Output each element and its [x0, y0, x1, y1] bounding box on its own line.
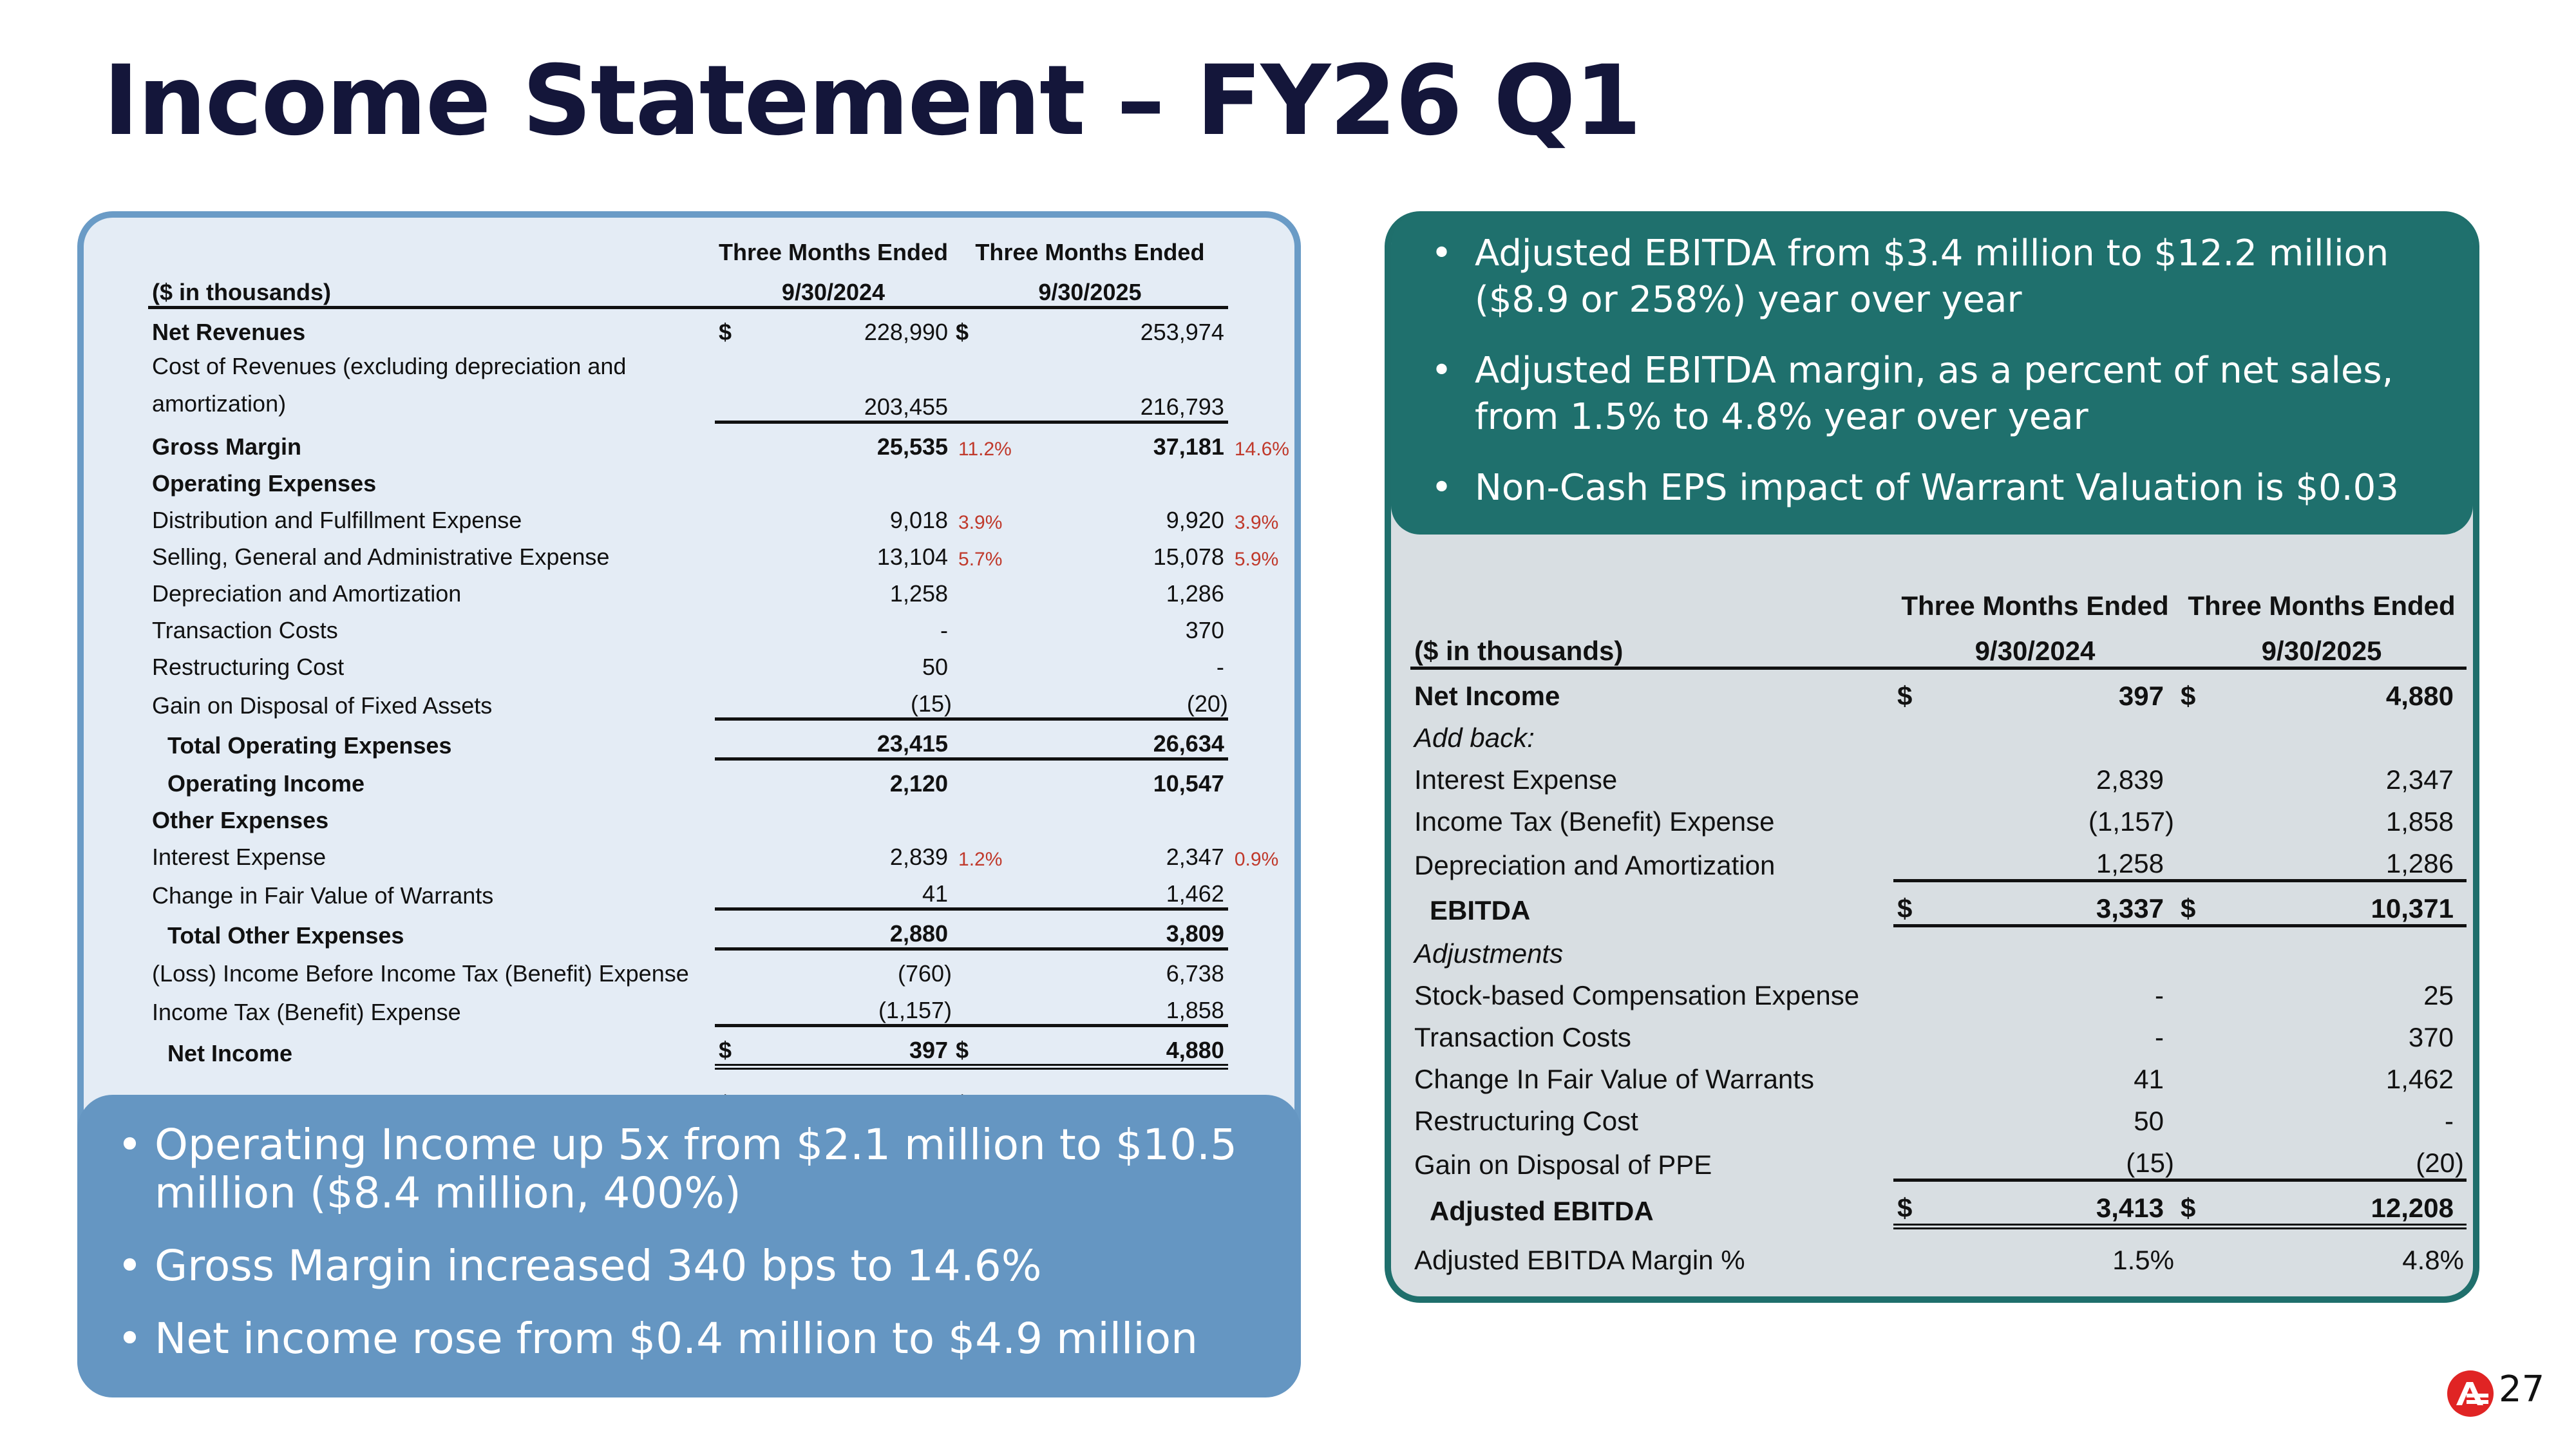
margin-pct: 5.7% [958, 549, 1003, 570]
table-row: Operating Income 2,120 10,547 [167, 770, 1224, 797]
table-row: Distribution and Fulfillment Expense 9,018 3.9% 9,920 3.9% [148, 497, 1312, 534]
page-number: 27 [2499, 1368, 2545, 1410]
table-row: Depreciation and Amortization 1,258 1,286 [1410, 837, 2467, 881]
ebitda-reconciliation-table [1410, 576, 2467, 1276]
table-row: Interest Expense 2,839 2,347 [1414, 764, 2454, 795]
page-title: Income Statement – FY26 Q1 [103, 45, 1641, 157]
units-label: ($ in thousands) [148, 266, 715, 308]
margin-pct: 3.9% [958, 512, 1003, 533]
highlight-bullet: • Operating Income up 5x from $2.1 million to $10.5 million ($8.4 million, 400%) [103, 1121, 1275, 1217]
table-row: Other Expenses [152, 807, 329, 833]
table-row: Gross Margin 25,535 11.2% 37,181 14.6% [148, 422, 1312, 461]
margin-pct: 0.9% [1234, 849, 1279, 870]
table-row: Change In Fair Value of Warrants 41 1,462 [1414, 1064, 2454, 1094]
table-row: Depreciation and Amortization 1,258 1,286 [152, 580, 1224, 607]
table-row: Adjusted EBITDA $ 3,413 $ 12,208 [1410, 1180, 2467, 1227]
table-row: Add back: [1414, 723, 1535, 753]
table-header-row [1410, 576, 2467, 621]
table-row: Net Revenues $ 228,990 $ 253,974 [152, 319, 1224, 345]
table-row: Restructuring Cost 50 - [152, 654, 1224, 680]
highlight-bullet: • Gross Margin increased 340 bps to 14.6% [103, 1242, 1275, 1290]
table-row: Gain on Disposal of PPE (15) (20) [1410, 1137, 2467, 1180]
table-row: Stock-based Compensation Expense - 25 [1414, 980, 2454, 1010]
table-row: Transaction Costs - 370 [1414, 1022, 2454, 1052]
table-header-row [148, 229, 1312, 266]
table-row: Income Tax (Benefit) Expense (1,157) 1,858 [1414, 806, 2454, 837]
table-row: (Loss) Income Before Income Tax (Benefit) Expense (760) 6,738 [152, 960, 1224, 987]
table-row: Gain on Disposal of Fixed Assets (15) (20) [148, 681, 1312, 719]
table-row: Adjusted EBITDA Margin % 1.5% 4.8% [1414, 1244, 2464, 1275]
table-row: Cost of Revenues (excluding depreciation and amortization) 203,455 216,793 [148, 346, 1312, 422]
table-header-row [148, 266, 1312, 308]
date-1: 9/30/2024 [715, 266, 952, 308]
date-1: 9/30/2024 [1893, 621, 2177, 668]
highlight-bullet: • Net income rose from $0.4 million to $4.9 million [103, 1314, 1275, 1363]
table-row: Total Operating Expenses 23,415 26,634 [148, 719, 1312, 759]
table-row: EBITDA $ 3,337 $ 10,371 [1410, 881, 2467, 926]
table-row: Restructuring Cost 50 - [1414, 1106, 2454, 1136]
table-row: Net Income $ 397 $ 4,880 [1414, 681, 2454, 711]
ebitda-highlights-box [1391, 213, 2473, 535]
col-header-2: Three Months Ended [2188, 591, 2456, 621]
table-row: Adjustments [1414, 938, 1564, 969]
table-header-row [1410, 621, 2467, 668]
highlight-bullet: • Non-Cash EPS impact of Warrant Valuation is $0.03 [1410, 465, 2454, 511]
col-header-2: Three Months Ended [975, 239, 1205, 265]
company-logo-icon [2447, 1370, 2494, 1417]
company-logo-icon [2447, 1370, 2494, 1417]
table-row: Transaction Costs - 370 [152, 617, 1224, 643]
table-row: Interest Expense 2,839 1.2% 2,347 0.9% [148, 834, 1312, 871]
date-2: 9/30/2025 [952, 266, 1228, 308]
margin-pct: 1.2% [958, 849, 1003, 870]
table-row: Operating Expenses [152, 470, 377, 497]
col-header-1: Three Months Ended [1901, 591, 2169, 621]
highlight-bullet: • Adjusted EBITDA from $3.4 million to $12.2 million ($8.9 or 258%) year over year [1410, 231, 2454, 323]
margin-pct: 3.9% [1234, 512, 1279, 533]
margin-pct: 11.2% [958, 439, 1012, 460]
table-row: Selling, General and Administrative Expense 13,104 5.7% 15,078 5.9% [148, 534, 1312, 571]
table-row: Change in Fair Value of Warrants 41 1,462 [148, 871, 1312, 909]
date-2: 9/30/2025 [2177, 621, 2467, 668]
highlight-bullet: • Adjusted EBITDA margin, as a percent of net sales, from 1.5% to 4.8% year over year [1410, 348, 2454, 440]
table-row: Income Tax (Benefit) Expense (1,157) 1,858 [148, 987, 1312, 1026]
col-header-1: Three Months Ended [719, 239, 949, 265]
margin-pct: 5.9% [1234, 549, 1279, 570]
units-label: ($ in thousands) [1410, 621, 1893, 668]
table-row: Net Income $ 397 $ 4,880 [148, 1026, 1312, 1067]
income-highlights-box [77, 1095, 1301, 1397]
margin-pct: 14.6% [1234, 439, 1289, 460]
table-row: Total Other Expenses 2,880 3,809 [148, 909, 1312, 949]
income-statement-table [148, 229, 1312, 1117]
